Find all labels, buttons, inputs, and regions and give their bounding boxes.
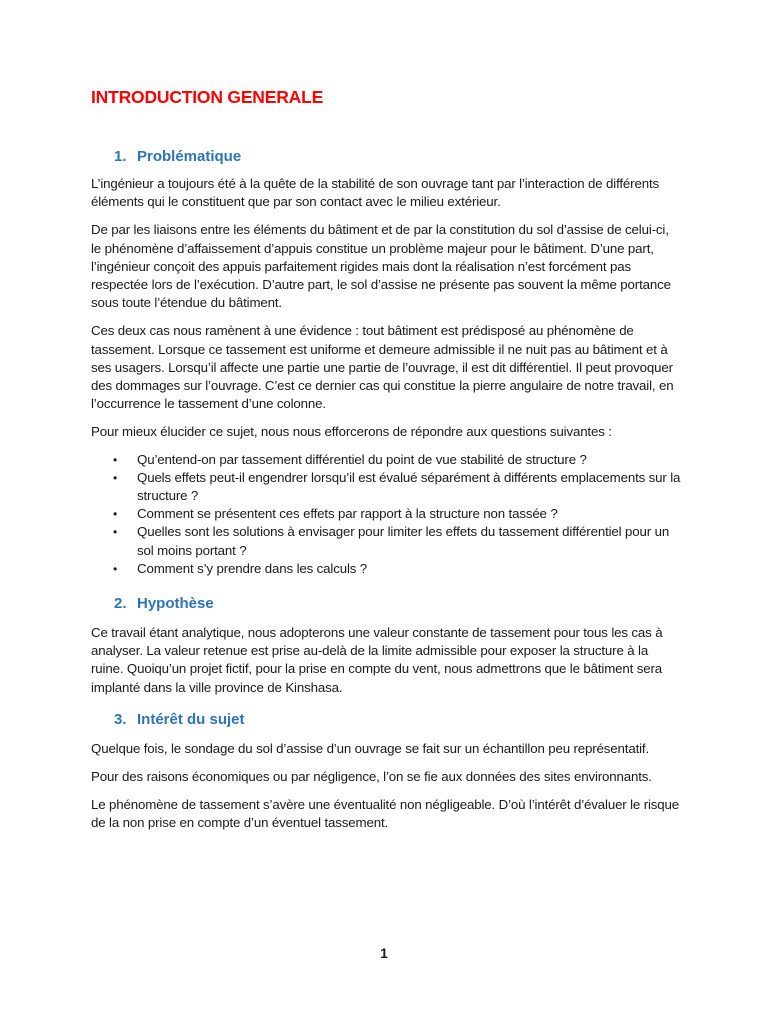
list-item: • Comment se présentent ces effets par rapport à la structure non tassée ? [91,505,681,523]
bullet-icon: • [113,470,118,485]
section-title: Problématique [137,148,242,165]
section-title: Intérêt du sujet [137,710,245,728]
section-hypothese [91,594,681,697]
question-list [91,451,681,578]
list-item: • Quels effets peut-il engendrer lorsqu’il est évalué séparément à différents emplacements sur la structure ? [113,469,681,504]
list-item: • Quelles sont les solutions à envisager pour limiter les effets du tassement différentiel pour un sol moins portant ? [113,524,670,558]
section-number: 3. [114,710,127,728]
paragraph: Pour mieux élucider ce sujet, nous nous efforcerons de répondre aux questions suivantes : [91,424,612,440]
bullet-icon: • [113,507,118,522]
paragraph: De par les liaisons entre les éléments du bâtiment et de par la constitution du sol d’assise de celui-ci, le phénomène d’affaissement d’appuis constitue un problème majeur pour le bâtiment. D’une part, l’ingénieur conçoit des appuis parfaitement rigides mais dont la réalisation n’est forcément pas respectée lors de l’exécution. D’autre part, le sol d’assise ne présente pas souvent la même portance sous toute l’étendue du bâtiment. [91,222,671,311]
list-item: • Qu’entend-on par tassement différentiel du point de vue stabilité de structure ? [91,451,681,469]
paragraph: Quelque fois, le sondage du sol d’assise d’un ouvrage se fait sur un échantillon peu représentatif. [91,740,650,756]
bullet-icon: • [113,452,118,467]
section-number: 1. [114,148,127,165]
section-heading [91,147,681,167]
section-title: Hypothèse [137,595,214,613]
bullet-icon: • [113,525,118,540]
bullet-icon: • [113,561,118,576]
document-title: INTRODUCTION GENERALE [91,87,324,107]
page-number: 1 [380,945,388,961]
paragraph: Pour des raisons économiques ou par négligence, l’on se fie aux données des sites environnants. [91,769,652,785]
section-heading [91,710,681,730]
document-page [91,86,681,833]
section-heading [91,594,681,614]
section-interet [91,710,681,833]
paragraph: L’ingénieur a toujours été à la quête de la stabilité de son ouvrage tant par l’interaction de différents éléments qui le constituent que par son contact avec le milieu extérieur. [91,176,659,210]
paragraph: Ce travail étant analytique, nous adopterons une valeur constante de tassement pour tous les cas à analyser. La valeur retenue est prise au-delà de la limite admissible pour exposer la structure à la ruine. Quoiqu’un projet fictif, pour la prise en compte du vent, nous admettrons que le bâtiment sera implanté dans la ville province de Kinshasa. [91,625,663,695]
section-problematique [91,147,681,578]
paragraph: Le phénomène de tassement s’avère une éventualité non négligeable. D’où l’intérêt d’évaluer le risque de la non prise en compte d’un éventuel tassement. [91,797,680,831]
section-number: 2. [114,595,127,613]
paragraph: Ces deux cas nous ramènent à une évidence : tout bâtiment est prédisposé au phénomène de tassement. Lorsque ce tassement est uniforme et demeure admissible il ne nuit pas au bâtiment et à ses usagers. Lorsqu’il affecte une partie une partie de l’ouvrage, il est dit différentiel. Il peut provoquer des dommages sur l’ouvrage. C’est ce dernier cas qui constitue la pierre angulaire de notre travail, en l’occurrence le tassement d’une colonne. [91,323,674,412]
list-item: • Comment s’y prendre dans les calculs ? [91,560,681,578]
